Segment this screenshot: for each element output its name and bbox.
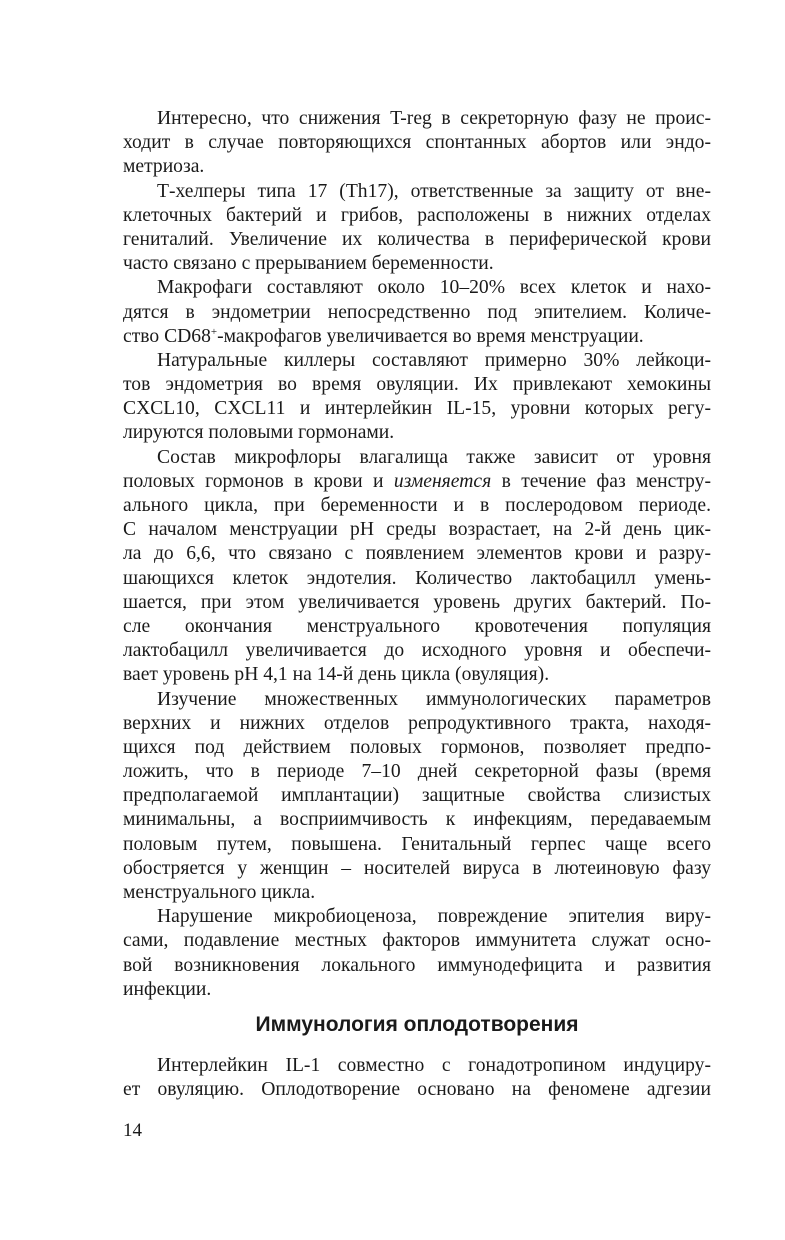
text-line: гениталий. Увеличение их количества в периферической крови xyxy=(123,228,711,250)
text-line: щихся под действием половых гормонов, позволяет предпо- xyxy=(123,736,711,758)
section-heading: Иммунология оплодотворения xyxy=(255,1013,579,1036)
text-line: Натуральные киллеры составляют примерно 30% лейкоци- xyxy=(157,349,711,371)
text-line: минимальны, а восприимчивость к инфекциям, передаваемым xyxy=(123,809,711,831)
paragraph xyxy=(123,107,711,180)
text-line: ет овуляцию. Оплодотворение основано на феномене адгезии xyxy=(123,1079,711,1101)
text-line xyxy=(123,470,711,494)
text-line: ходит в случае повторяющихся спонтанных абортов или эндо- xyxy=(123,132,711,154)
italic-text: изменяется xyxy=(393,470,492,492)
text-fragment: ство CD68 xyxy=(123,325,211,347)
text-line: ла до 6,6, что связано с появлением элементов крови и разру- xyxy=(123,543,711,565)
text-line: половым путем, повышена. Генитальный герпес чаще всего xyxy=(123,833,711,855)
text-line: Интересно, что снижения T-reg в секреторную фазу не проис- xyxy=(157,108,711,129)
text-line: верхних и нижних отделов репродуктивного тракта, находя- xyxy=(123,712,711,734)
text-line xyxy=(123,325,711,349)
text-line: Интерлейкин IL-1 совместно с гонадотропином индуциру- xyxy=(157,1055,711,1076)
page-number: 14 xyxy=(123,1120,142,1141)
text-line: С началом менструации pH среды возрастает, на 2-й день цик- xyxy=(123,519,711,541)
body-text xyxy=(123,107,711,1002)
superscript: + xyxy=(210,325,218,338)
text-line: Макрофаги составляют около 10–20% всех клеток и нахо- xyxy=(157,277,711,299)
text-fragment: в течение фаз менстру- xyxy=(491,470,711,492)
text-line: вает уровень pH 4,1 на 14-й день цикла (овуляция). xyxy=(123,664,550,686)
paragraph xyxy=(123,180,711,277)
paragraph xyxy=(123,276,711,349)
text-line: лируются половыми гормонами. xyxy=(123,422,395,444)
text-line: лактобацилл увеличивается до исходного уровня и обеспечи- xyxy=(123,640,711,662)
text-line: предполагаемой имплантации) защитные свойства слизистых xyxy=(123,785,711,807)
text-line: Состав микрофлоры влагалища также зависит от уровня xyxy=(157,446,711,468)
text-line: метриоза. xyxy=(123,156,205,178)
text-line: вой возникновения локального иммунодефицита и развития xyxy=(123,954,711,976)
text-line: Изучение множественных иммунологических параметров xyxy=(157,688,711,710)
text-line: шающихся клеток эндотелия. Количество лактобацилл умень- xyxy=(123,567,711,589)
text-line: дятся в эндометрии непосредственно под эпителием. Количе- xyxy=(123,301,711,323)
text-line: менструального цикла. xyxy=(123,882,316,903)
text-line: обостряется у женщин – носителей вируса в лютеиновую фазу xyxy=(123,857,711,879)
text-line: часто связано с прерыванием беременности. xyxy=(123,253,494,275)
paragraph xyxy=(123,905,711,1002)
text-line: клеточных бактерий и грибов, расположены в нижних отделах xyxy=(123,204,711,226)
text-line: сами, подавление местных факторов иммунитета служат осно- xyxy=(123,930,711,952)
text-line: ального цикла, при беременности и в послеродовом периоде. xyxy=(123,495,711,516)
paragraph xyxy=(123,1054,711,1102)
text-line: Т-хелперы типа 17 (Th17), ответственные за защиту от вне- xyxy=(157,180,711,202)
paragraph xyxy=(123,349,711,446)
text-line: сле окончания менструального кровотечения популяция xyxy=(123,615,711,637)
text-line: инфекции. xyxy=(123,978,212,1000)
text-line: CXCL10, CXCL11 и интерлейкин IL-15, уровни которых регу- xyxy=(123,398,711,420)
paragraph xyxy=(123,446,711,688)
text-line: Нарушение микробиоценоза, повреждение эпителия виру- xyxy=(157,906,711,928)
paragraph xyxy=(123,688,711,906)
text-fragment: половых гормонов в крови и xyxy=(123,470,394,492)
text-line: ложить, что в периоде 7–10 дней секреторной фазы (время xyxy=(123,761,711,783)
text-line: тов эндометрия во время овуляции. Их привлекают хемокины xyxy=(123,374,711,396)
text-fragment: -макрофагов увеличивается во время менструации. xyxy=(217,325,644,347)
text-line: шается, при этом увеличивается уровень других бактерий. По- xyxy=(123,591,711,613)
